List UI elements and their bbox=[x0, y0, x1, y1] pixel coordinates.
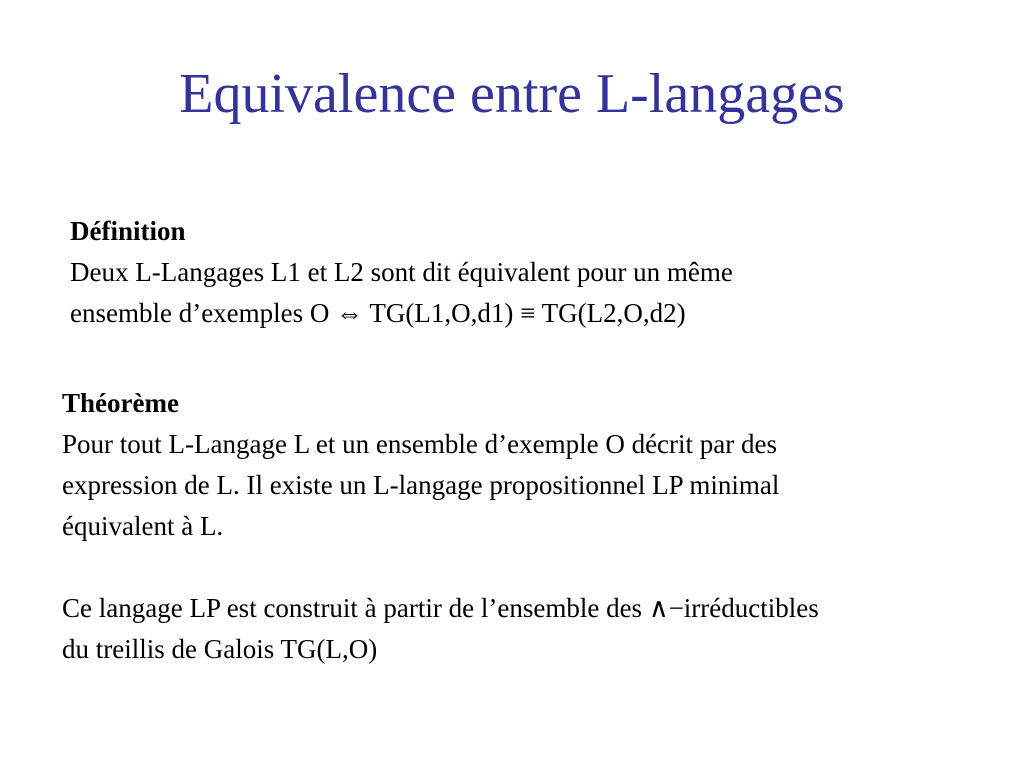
paragraph-spacer bbox=[62, 547, 819, 588]
definition-line: ensemble d’exemples O ⇔ TG(L1,O,d1) ≡ TG(L2,O,d2) bbox=[70, 298, 686, 328]
definition-block bbox=[70, 211, 733, 334]
theorem-block bbox=[62, 383, 819, 670]
theorem-heading: Théorème bbox=[62, 388, 179, 418]
theorem-line: équivalent à L. bbox=[62, 511, 224, 541]
remark-line: du treillis de Galois TG(L,O) bbox=[62, 634, 378, 664]
theorem-line: expression de L. Il existe un L-langage propositionnel LP minimal bbox=[62, 470, 780, 500]
definition-heading: Définition bbox=[70, 216, 186, 246]
slide-title: Equivalence entre L-langages bbox=[179, 63, 845, 125]
remark-line: Ce langage LP est construit à partir de l’ensemble des ∧−irréductibles bbox=[62, 593, 819, 623]
theorem-line: Pour tout L-Langage L et un ensemble d’exemple O décrit par des bbox=[62, 429, 777, 459]
definition-line: Deux L-Langages L1 et L2 sont dit équivalent pour un même bbox=[70, 257, 733, 287]
